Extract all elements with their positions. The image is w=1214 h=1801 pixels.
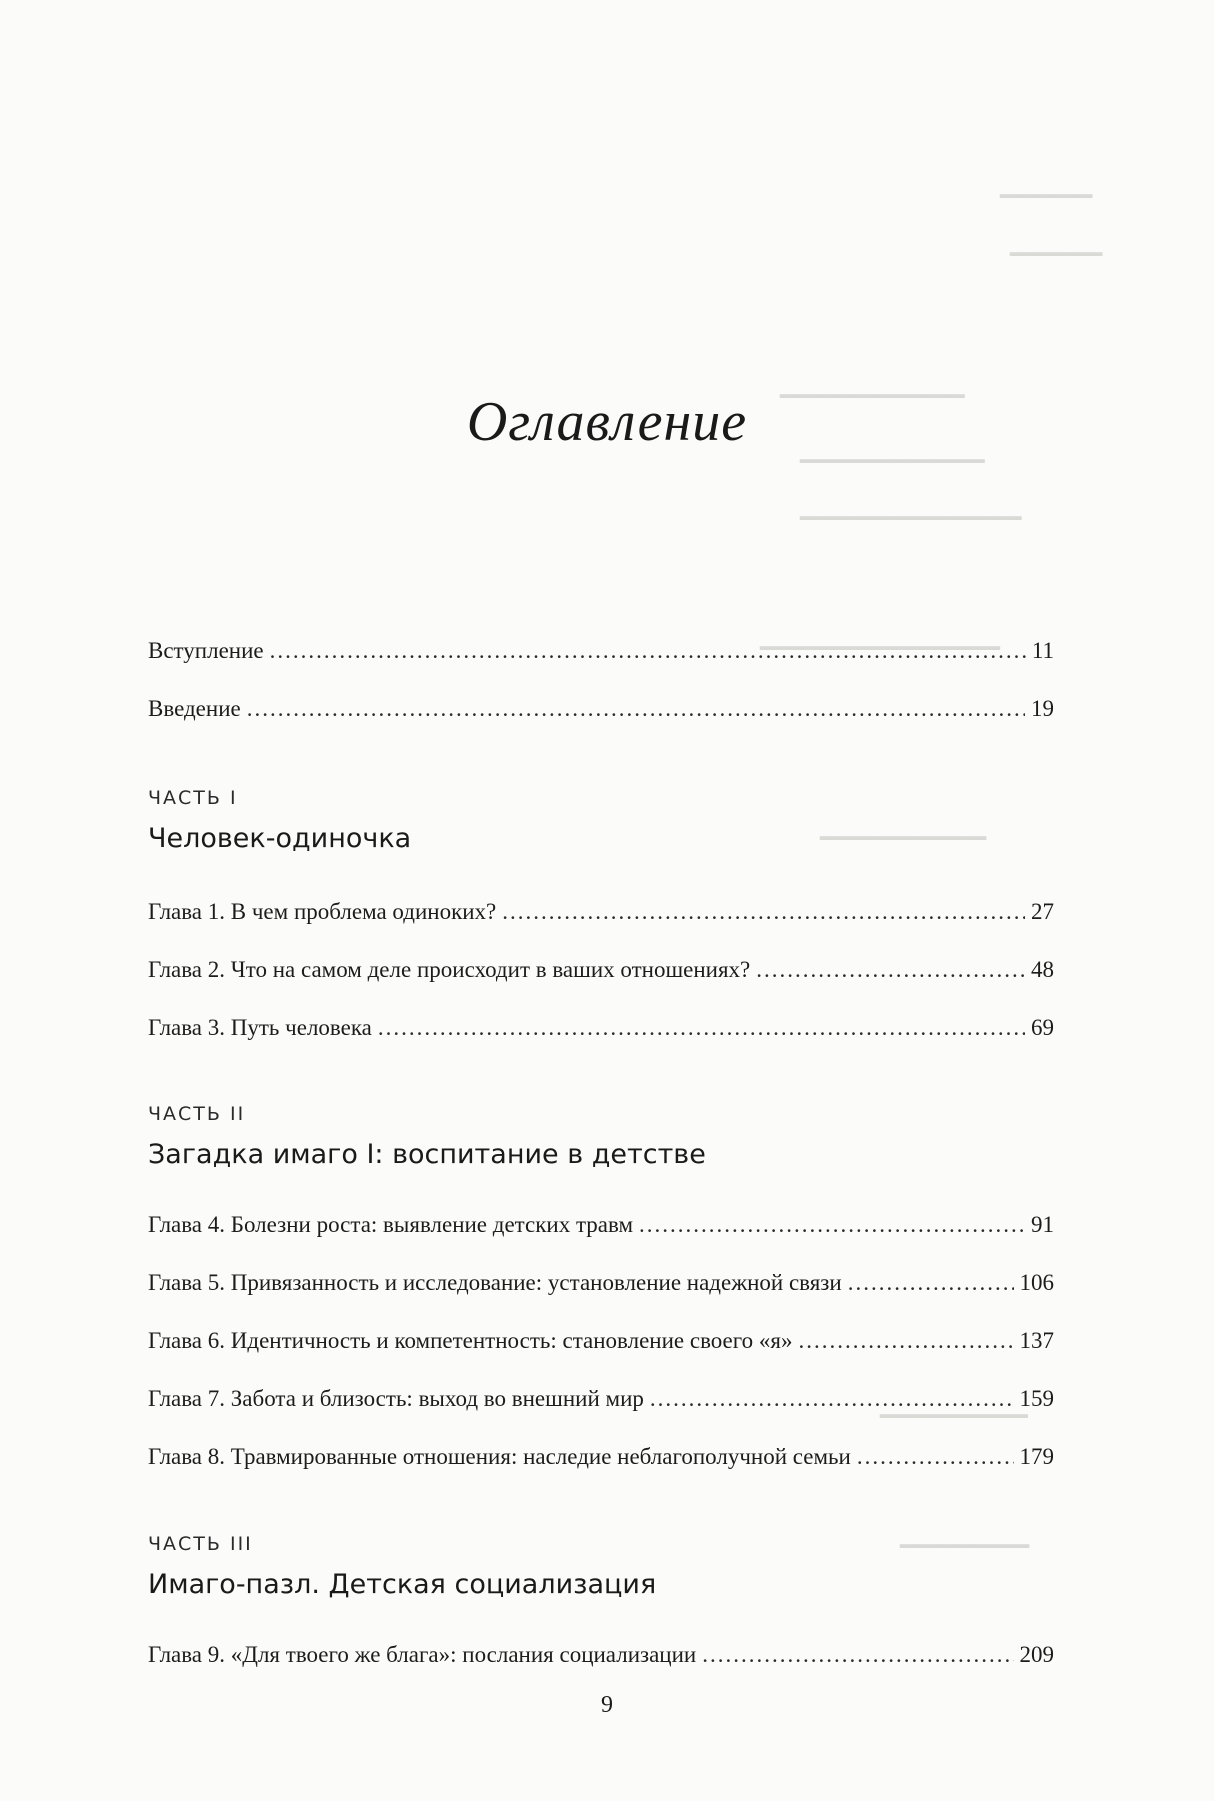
page-title: Оглавление <box>466 390 748 453</box>
toc-entry-title: Глава 1. В чем проблема одиноких? <box>148 899 497 924</box>
toc-entry-page: 19 <box>1031 696 1054 721</box>
toc-entry <box>148 955 1054 985</box>
toc-entry-title: Глава 5. Привязанность и исследование: установление надежной связи <box>148 1270 842 1295</box>
toc-entry-title: Глава 2. Что на самом деле происходит в ваших отношениях? <box>148 957 751 982</box>
bleed-through-text: ▁▁▁▁▁ <box>1010 230 1103 256</box>
dot-leader <box>270 636 1026 666</box>
dot-leader <box>639 1210 1025 1240</box>
part-label: ЧАСТЬ III <box>148 1533 253 1555</box>
toc-entry-page: 27 <box>1031 899 1054 924</box>
dot-leader <box>502 897 1025 927</box>
toc-entry-title: Глава 8. Травмированные отношения: наследие неблагополучной семьи <box>148 1444 851 1469</box>
part-title: Человек-одиночка <box>148 823 412 854</box>
toc-entry-title: Вступление <box>148 638 264 663</box>
toc-entry-title: Введение <box>148 696 241 721</box>
bleed-through-text: ▁▁▁▁▁▁▁▁▁▁▁▁▁ <box>760 624 1000 650</box>
toc-entry-page: 106 <box>1019 1270 1054 1295</box>
toc-entry <box>148 1268 1054 1298</box>
dot-leader <box>247 694 1025 724</box>
toc-entry-title: Глава 7. Забота и близость: выход во внешний мир <box>148 1386 644 1411</box>
toc-entry <box>148 1326 1054 1356</box>
dot-leader <box>378 1013 1025 1043</box>
dot-leader <box>756 955 1025 985</box>
toc-entry-page: 11 <box>1031 638 1054 663</box>
bleed-through-text: ▁▁▁▁▁▁▁▁▁▁ <box>800 437 985 463</box>
bleed-through-text: ▁▁▁▁▁▁▁ <box>900 1522 1030 1548</box>
page-number: 9 <box>601 1692 613 1718</box>
part-title: Имаго-пазл. Детская социализация <box>148 1569 657 1600</box>
part-label: ЧАСТЬ I <box>148 787 238 809</box>
toc-entry-title: Глава 9. «Для твоего же блага»: послания социализации <box>148 1642 697 1667</box>
part-title: Загадка имаго I: воспитание в детстве <box>148 1139 706 1170</box>
toc-entry-page: 159 <box>1019 1386 1054 1411</box>
bleed-through-text: ▁▁▁▁▁▁▁▁ <box>880 1392 1028 1418</box>
dot-leader <box>798 1326 1013 1356</box>
toc-entry-page: 209 <box>1019 1642 1054 1667</box>
bleed-through-text: ▁▁▁▁▁▁▁▁▁▁▁▁ <box>800 494 1022 520</box>
toc-entry-title: Глава 6. Идентичность и компетентность: становление своего «я» <box>148 1328 793 1353</box>
dot-leader <box>650 1384 1014 1414</box>
bleed-through-text: ▁▁▁▁▁▁▁▁▁ <box>820 814 987 840</box>
dot-leader <box>702 1640 1013 1670</box>
part-label: ЧАСТЬ II <box>148 1103 246 1125</box>
toc-entry-page: 179 <box>1019 1444 1054 1469</box>
toc-entry-title: Глава 4. Болезни роста: выявление детских травм <box>148 1212 634 1237</box>
toc-entry-page: 137 <box>1019 1328 1054 1353</box>
toc-entry <box>148 636 1054 666</box>
toc-entry <box>148 1442 1054 1472</box>
toc-entry-title: Глава 3. Путь человека <box>148 1015 372 1040</box>
dot-leader <box>857 1442 1014 1472</box>
toc-entry-page: 69 <box>1031 1015 1054 1040</box>
bleed-through-text: ▁▁▁▁▁▁▁▁▁▁ <box>780 372 965 398</box>
toc-entry <box>148 1013 1054 1043</box>
toc-entry <box>148 1384 1054 1414</box>
toc-entry <box>148 1210 1054 1240</box>
bleed-through-text: ▁▁▁▁▁ <box>1000 172 1093 198</box>
dot-leader <box>848 1268 1014 1298</box>
toc-entry-page: 91 <box>1031 1212 1054 1237</box>
toc-entry <box>148 1640 1054 1670</box>
toc-entry-page: 48 <box>1031 957 1054 982</box>
toc-entry <box>148 897 1054 927</box>
toc-entry <box>148 694 1054 724</box>
